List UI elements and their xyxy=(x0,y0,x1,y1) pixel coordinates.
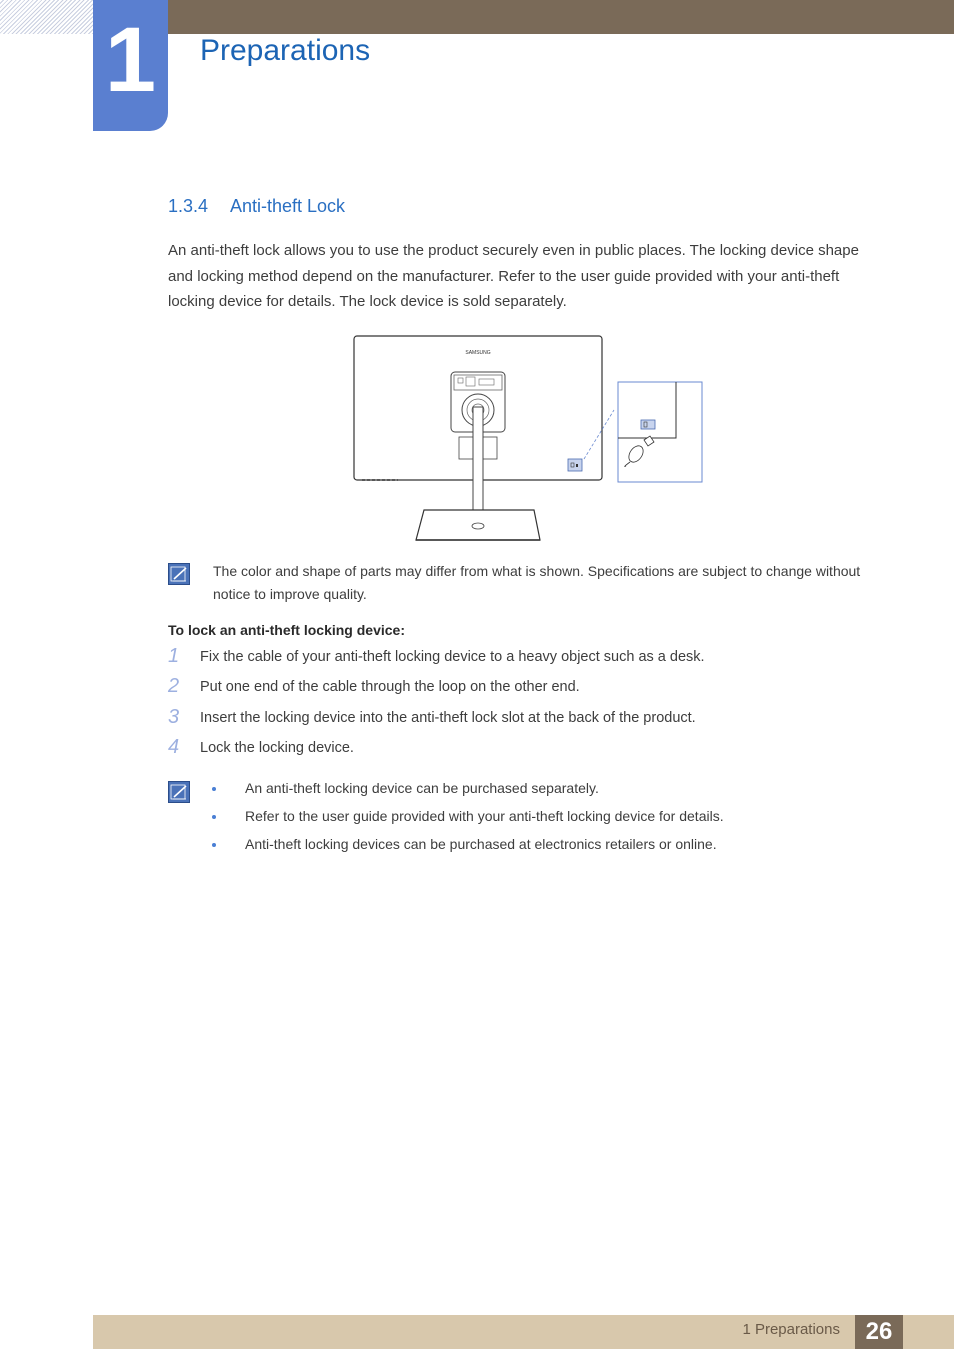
header-hatch-decoration xyxy=(0,0,93,34)
section-number: 1.3.4 xyxy=(168,196,209,216)
procedure-title: To lock an anti-theft locking device: xyxy=(168,622,405,638)
step-number: 1 xyxy=(168,645,180,667)
note-text: The color and shape of parts may differ from what is shown. Specifications are subject to change without notice to improve quality. xyxy=(213,563,861,602)
chapter-title: Preparations xyxy=(200,34,371,67)
step-number: 4 xyxy=(168,736,180,758)
note-pencil-icon xyxy=(168,781,190,803)
chapter-number-block xyxy=(93,0,168,131)
step-text: Put one end of the cable through the loop on the other end. xyxy=(200,679,580,695)
brand-label: SAMSUNG xyxy=(465,350,491,356)
section-heading xyxy=(168,196,345,217)
step-text: Insert the locking device into the anti-theft lock slot at the back of the product. xyxy=(200,710,696,726)
bullet-dot xyxy=(212,843,216,847)
section-title: Anti-theft Lock xyxy=(230,196,346,216)
note-pencil-icon xyxy=(168,563,190,585)
chapter-number: 1 xyxy=(104,9,157,111)
bullet-text: Anti-theft locking devices can be purchased at electronics retailers or online. xyxy=(245,836,717,852)
footer-chapter-label: 1 Preparations xyxy=(742,1321,840,1338)
intro-paragraph: An anti-theft lock allows you to use the product securely even in public places. The locking device shape and locking method depend on the manufacturer. Refer to the user guide provided with your anti-theft locking device for details. The lock device is sold separately. xyxy=(168,242,859,310)
bullet-dot xyxy=(212,815,216,819)
bullet-dot xyxy=(212,787,216,791)
step-number: 2 xyxy=(168,675,180,697)
page-number: 26 xyxy=(855,1315,903,1349)
step-text: Fix the cable of your anti-theft locking device to a heavy object such as a desk. xyxy=(200,649,705,665)
header-bar xyxy=(168,0,954,34)
bullet-text: An anti-theft locking device can be purchased separately. xyxy=(245,780,599,796)
step-number: 3 xyxy=(168,706,180,728)
monitor-rear-figure xyxy=(350,332,710,547)
bullet-text: Refer to the user guide provided with your anti-theft locking device for details. xyxy=(245,808,724,824)
step-text: Lock the locking device. xyxy=(200,740,354,756)
